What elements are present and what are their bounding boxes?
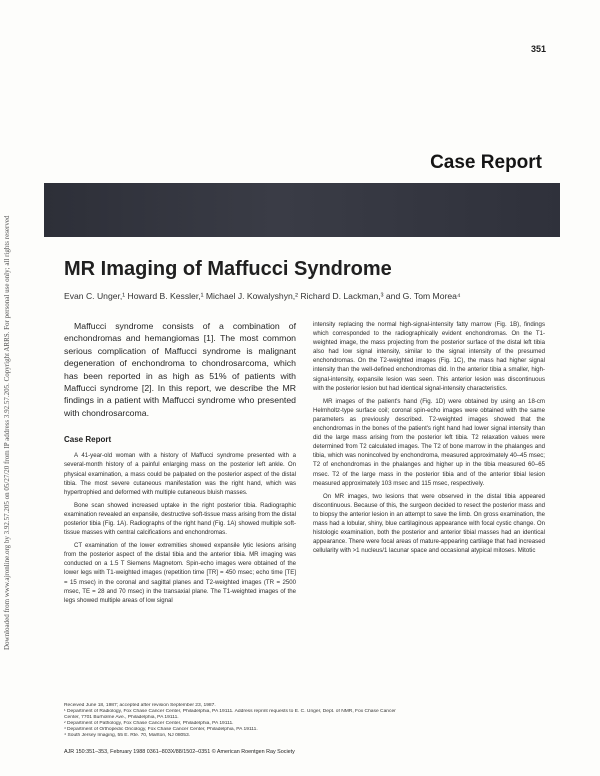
footnote: Center, 7701 Burholme Ave., Philadelphia, PA 19111.: [64, 715, 179, 721]
download-watermark-text: Downloaded from www.ajronline.org by 3.92.57.205 on 05/27/20 from IP address 3.92.57.205. Copyright ARRS. For personal use only; all rights reserved: [3, 215, 11, 650]
body-paragraph: CT examination of the lower extremities showed expansile lytic lesions arising from the posterior aspect of the distal tibia and the anterior tibia. MR imaging was conducted on a 1.5 T Siemens Magnetom. Spin-echo images were obtained of the lower legs with T1-weighted images (repetition time [TR] = 450 msec; echo time [TE] = 15 msec) in the coronal and sagittal planes and T2-weighted images (TR = 2500 msec, TE = 28 and 70 msec) in the transaxial plane. The T1-weighted images of the legs showed multiple areas of low signal: [64, 542, 296, 604]
footnote: Received June 18, 1987; accepted after revision September 23, 1987.: [64, 703, 216, 708]
author-line: Evan C. Unger,¹ Howard B. Kessler,¹ Michael J. Kowalyshyn,² Richard D. Lackman,³ and G. Tom Morea⁴: [64, 291, 461, 301]
footnote: ¹ Department of Radiology, Fox Chase Cancer Center, Philadelphia, PA 19111. Address reprint requests to E. C. Unger, Dept. of NMR, Fox Chase Cancer: [64, 709, 396, 715]
journal-citation: AJR 150:351–353, February 1988 0361–803X/88/1502–0351 © American Roentgen Ray Society: [64, 749, 295, 755]
body-paragraph: intensity replacing the normal high-signal-intensity fatty marrow (Fig. 1B), findings which corresponded to the radiographically evident enchondromas. On the T1-weighted image, the mass projecting from the posterior surface of the distal left tibia also had low signal intensity, similar to the signal intensity of the presumed enchondromas. On the T2-weighted images (Fig. 1C), the mass had higher signal intensity than the well-defined enchondromas did. In the anterior tibia a smaller, high-signal-intensity, expansile lesion was seen. This anterior lesion was discontinuous with the posterior lesion but had identical signal-intensity characteristics.: [313, 321, 545, 392]
footnotes: [64, 703, 534, 740]
body-paragraph: Bone scan showed increased uptake in the right posterior tibia. Radiographic examination revealed an expansile, destructive soft-tissue mass arising from the distal posterior tibia (Fig. 1A). Radiographs of the right hand (Fig. 1A) showed multiple soft-tissue masses with central calcifications and enchondromas.: [64, 501, 297, 537]
body-paragraph: A 41-year-old woman with a history of Maffucci syndrome presented with a several-month history of a painful enlarging mass on the posterior left ankle. On physical examination, a mass could be palpated on the posterior aspect of the distal tibia. The most severe cutaneous manifestation was the right hand, which was hypertrophied and deformed with multiple cutaneous bluish masses.: [64, 452, 296, 496]
footnote: ³ Department of Orthopedic Oncology, Fox Chase Cancer Center, Philadelphia, PA 19111.: [64, 727, 258, 733]
article-title: MR Imaging of Maffucci Syndrome: [64, 258, 392, 280]
page-number: 351: [530, 44, 546, 54]
download-watermark: [3, 130, 15, 650]
section-banner: [44, 183, 560, 237]
section-label: Case Report: [430, 152, 542, 173]
footnote: ² Department of Pathology, Fox Chase Cancer Center, Philadelphia, PA 19111.: [64, 721, 234, 727]
left-column: [64, 320, 296, 609]
body-paragraph: MR images of the patient's hand (Fig. 1D) were obtained by using an 18-cm Helmholtz-type surface coil; coronal spin-echo images were obtained with the same parameters as previously described. T2-weighted images showed that the enchondromas in the bones of the patient's right hand had lower signal intensity than did the large mass arising from the posterior left tibia. T2 relaxation values were determined from T2 calculated images. The T2 of bone marrow in the phalanges and tibia, which was nonincolved by enchondroma, measured approximately 40–45 msec; T2 of enchondromas in the phalanges and higher up in the tibia measured 60–65 msec. T2 of the large mass in the posterior tibia and of the anterior tibial lesion measured approximately 103 msec and 115 msec, respectively.: [313, 397, 545, 487]
body-paragraph: On MR images, two lesions that were observed in the distal tibia appeared discontinuous. Because of this, the surgeon decided to resect the posterior mass and to biopsy the anterior lesion in an attempt to save the limb. On gross examination, the mass had a lobular, shiny, blue cartilaginous appearance with focal cystic change. On histologic examination, both the posterior and anterior tibial masses had an identical appearance. There were focal areas of mature-appearing cartilage that had increased cellularity with >1 nucleus/1 lacunar space and occasional atypical mitoses. Mitotic: [313, 492, 545, 555]
intro-paragraph: Maffucci syndrome consists of a combination of enchondromas and hemangiomas [1]. The most common serious complication of Maffucci syndrome is malignant degeneration of enchondroma to chondrosarcoma, which has been reported in as high as 51% of patients with Maffucci syndrome [2]. In this report, we describe the MR findings in a patient with Maffucci syndrome who presented with chondrosarcoma.: [64, 321, 296, 418]
case-report-heading: Case Report: [64, 435, 112, 445]
right-column: [313, 320, 545, 559]
footnote: ⁴ South Jersey Imaging, 55 E. Rte. 70, Marlton, NJ 08053.: [64, 733, 191, 739]
